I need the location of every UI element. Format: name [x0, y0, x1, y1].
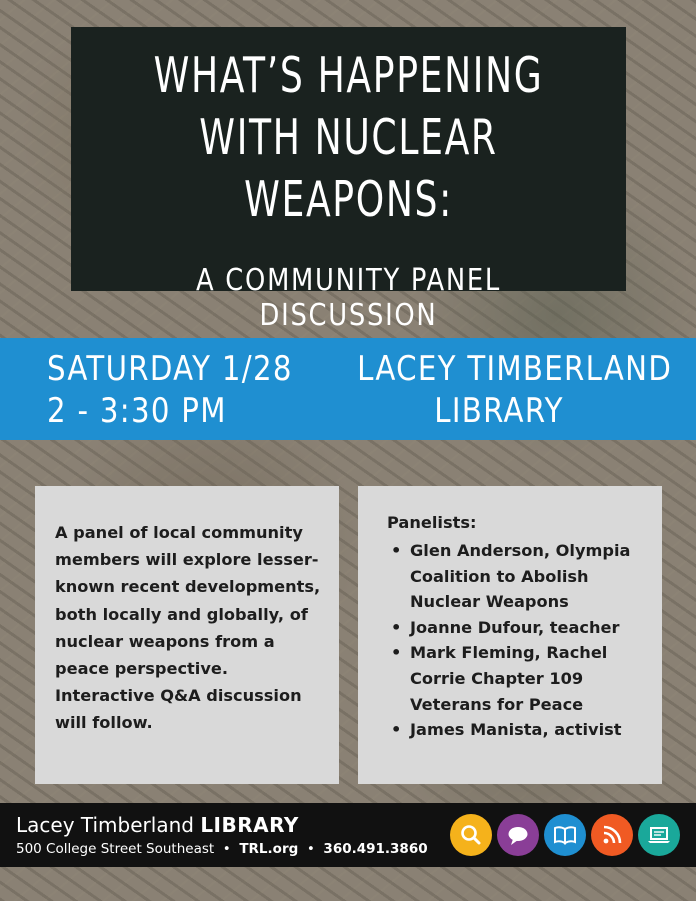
- panelist-name: Glen Anderson, Olympia Coalition to Abolish Nuclear Weapons: [410, 541, 631, 612]
- separator: •: [306, 841, 315, 857]
- description-panel: [35, 486, 339, 784]
- title-line-1: WHAT’S HAPPENING: [153, 47, 544, 104]
- library-name-regular: Lacey Timberland: [16, 813, 194, 837]
- panelist-name: James Manista, activist: [410, 720, 622, 740]
- service-icons: [450, 814, 680, 856]
- rss-icon: [591, 814, 633, 856]
- list-item: [389, 615, 654, 641]
- list-item: [389, 640, 654, 717]
- panelist-name: Joanne Dufour, teacher: [410, 617, 620, 637]
- panelists-heading: Panelists:: [387, 513, 477, 532]
- library-address: 500 College Street Southeast: [16, 841, 215, 857]
- title-box: [71, 27, 626, 333]
- bullet: •: [391, 720, 402, 740]
- separator: •: [222, 841, 231, 857]
- title-line-3: WEAPONS:: [244, 171, 453, 228]
- library-footer: [0, 803, 696, 867]
- event-time: 2 - 3:30 PM: [47, 391, 227, 431]
- laptop-icon: [638, 814, 680, 856]
- library-name-bold: LIBRARY: [200, 813, 299, 837]
- panelists-list: [389, 538, 654, 743]
- title-line-2: WITH NUCLEAR: [199, 109, 498, 166]
- event-datetime: [47, 348, 293, 432]
- event-venue: [357, 348, 673, 432]
- venue-line-2: LIBRARY: [434, 391, 564, 431]
- book-icon: [544, 814, 586, 856]
- venue-line-1: LACEY TIMBERLAND: [357, 349, 673, 389]
- chat-icon: [497, 814, 539, 856]
- list-item: [389, 538, 654, 615]
- list-item: [389, 717, 654, 743]
- event-date: SATURDAY 1/28: [47, 349, 293, 389]
- library-website[interactable]: TRL.org: [239, 841, 299, 857]
- event-subtitle: A COMMUNITY PANEL DISCUSSION: [196, 263, 501, 333]
- bullet: •: [391, 541, 402, 560]
- panelists-panel: [358, 486, 662, 784]
- library-name: [16, 813, 299, 837]
- library-contact: [16, 841, 428, 857]
- panelist-name: Mark Fleming, Rachel Corrie Chapter 109 Veterans for Peace: [410, 643, 608, 714]
- bullet: •: [391, 643, 402, 663]
- search-icon: [450, 814, 492, 856]
- event-title: [121, 45, 576, 231]
- event-info-band: [0, 338, 696, 440]
- bullet: •: [391, 617, 402, 637]
- event-description: A panel of local community members will explore lesser-known recent developments, both locally and globally, of nuclear weapons from a peace perspective. Interactive Q&A discussion will follow.: [55, 523, 321, 733]
- library-phone[interactable]: 360.491.3860: [323, 841, 428, 857]
